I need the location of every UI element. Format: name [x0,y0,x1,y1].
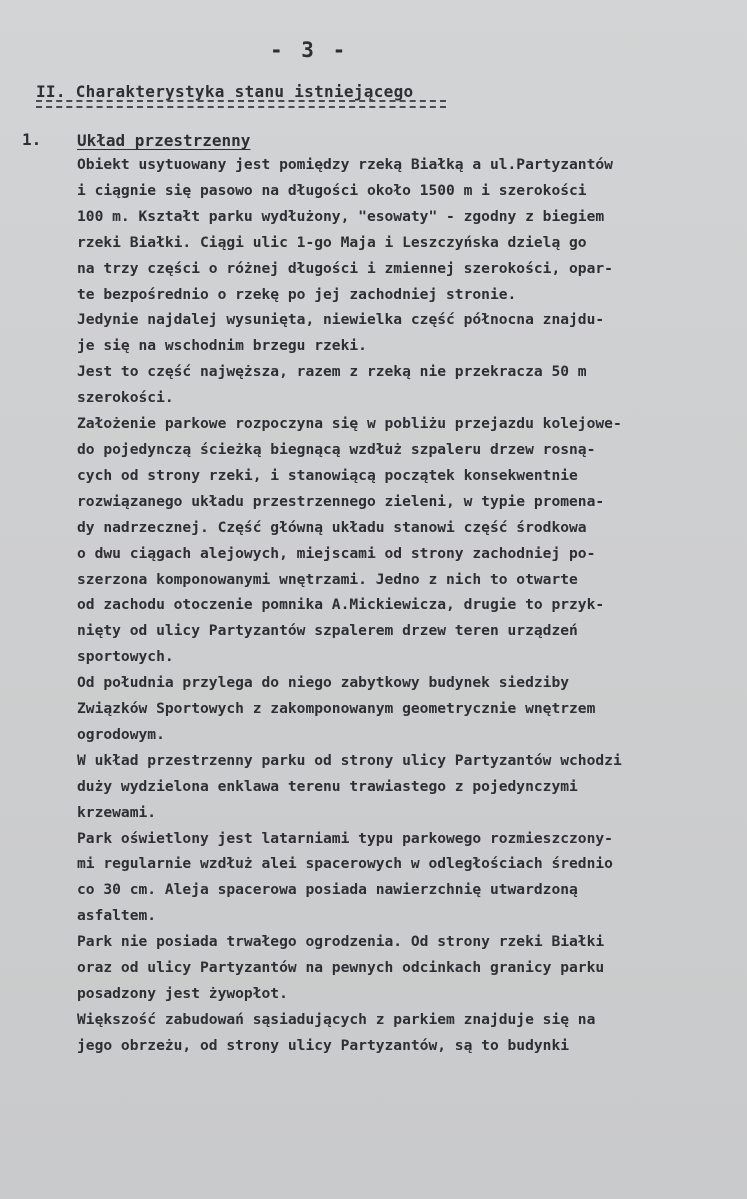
heading-underline [36,100,446,102]
text-line: krzewami. [77,803,157,821]
subsection-title: Układ przestrzenny [77,131,251,150]
text-line: Od południa przylega do niego zabytkowy budynek siedziby [77,674,570,692]
text-line: Związków Sportowych z zakomponowanym geometrycznie wnętrzem [77,700,596,718]
text-line: rzeki Białki. Ciągi ulic 1-go Maja i Leszczyńska dzielą go [77,233,587,251]
heading-underline-second [36,106,446,108]
text-line: posadzony jest żywopłot. [77,985,288,1002]
text-line: Park nie posiada trwałego ogrodzenia. Od strony rzeki Białki [77,933,605,951]
text-line: 100 m. Kształt parku wydłużony, "esowaty" - zgodny z biegiem [77,207,605,225]
text-line: mi regularnie wzdłuż alei spacerowych w odległościach średnio [77,855,613,873]
text-line: ogrodowym. [77,725,165,743]
text-line: i ciągnie się pasowo na długości około 1500 m i szerokości [77,181,587,199]
section-heading: II. Charakterystyka stanu istniejącego [36,82,414,101]
text-line: do pojedynczą ścieżką biegnącą wzdłuż szpaleru drzew rosną- [77,440,596,458]
text-line: szerokości. [77,389,174,407]
text-line: o dwu ciągach alejowych, miejscami od strony zachodniej po- [77,544,596,562]
text-line: Większość zabudowań sąsiadujących z parkiem znajduje się na [77,1010,596,1028]
text-line: te bezpośrednio o rzekę po jej zachodniej stronie. [77,285,517,303]
subsection-number: 1. [22,130,42,149]
text-line: oraz od ulicy Partyzantów na pewnych odcinkach granicy parku [77,959,605,977]
text-line: asfaltem. [77,907,157,925]
text-line: W układ przestrzenny parku od strony ulicy Partyzantów wchodzi [77,751,622,769]
text-line: sportowych. [77,648,174,666]
text-line: Obiekt usytuowany jest pomiędzy rzeką Białką a ul.Partyzantów [77,156,613,173]
text-line: dy nadrzecznej. Część główną układu stanowi część środkowa [77,518,587,536]
page-number: - 3 - [270,38,349,62]
text-line: Jest to część najwęższa, razem z rzeką nie przekracza 50 m [77,363,587,381]
text-line: Park oświetlony jest latarniami typu parkowego rozmieszczony- [77,829,613,847]
text-line: co 30 cm. Aleja spacerowa posiada nawierzchnię utwardzoną [77,881,578,899]
text-line: na trzy części o różnej długości i zmiennej szerokości, opar- [77,259,613,277]
text-line: od zachodu otoczenie pomnika A.Mickiewicza, drugie to przyk- [77,596,605,614]
text-line: duży wydzielona enklawa terenu trawiastego z pojedynczymi [77,777,578,795]
text-line: nięty od ulicy Partyzantów szpalerem drzew teren urządzeń [77,622,578,640]
text-line: Założenie parkowe rozpoczyna się w pobliżu przejazdu kolejowe- [77,415,622,433]
body-text [77,152,737,1059]
text-line: Jedynie najdalej wysunięta, niewielka część północna znajdu- [77,311,605,329]
text-line: jego obrzeżu, od strony ulicy Partyzantów, są to budynki [77,1036,570,1054]
text-line: je się na wschodnim brzegu rzeki. [77,337,367,355]
text-line: cych od strony rzeki, i stanowiącą początek konsekwentnie [77,466,578,484]
text-line: szerzona komponowanymi wnętrzami. Jedno z nich to otwarte [77,570,578,588]
text-line: rozwiązanego układu przestrzennego zieleni, w typie promena- [77,492,605,510]
